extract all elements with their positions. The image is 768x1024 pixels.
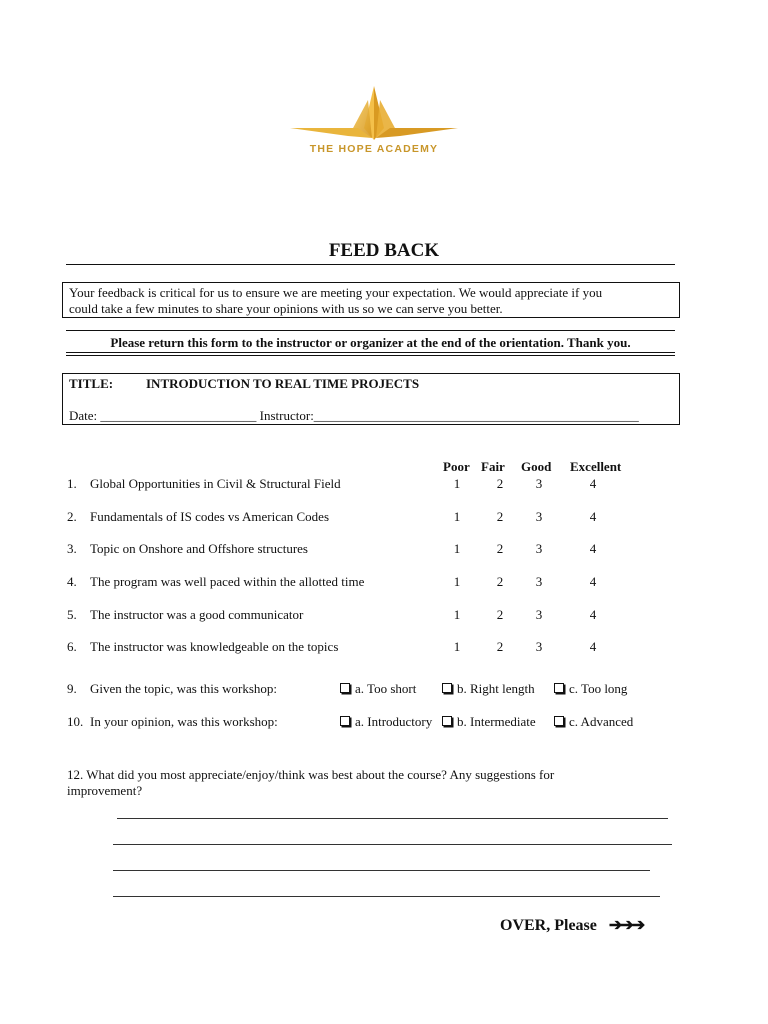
open-question	[67, 767, 667, 799]
rating-option[interactable]: 3	[535, 607, 543, 622]
title-label: TITLE:	[69, 376, 114, 391]
option-too-short[interactable]	[340, 681, 416, 697]
rating-option[interactable]: 2	[496, 574, 504, 589]
option-label: c. Advanced	[569, 714, 634, 729]
rating-option[interactable]: 1	[453, 574, 461, 589]
question-6-number: 6.	[67, 639, 77, 654]
question-10-text: In your opinion, was this workshop:	[90, 714, 278, 729]
option-introductory[interactable]	[340, 714, 432, 730]
option-too-long[interactable]	[554, 681, 627, 697]
rating-option[interactable]: 3	[535, 639, 543, 654]
rating-option[interactable]: 1	[453, 476, 461, 491]
question-1-text: Global Opportunities in Civil & Structural Field	[90, 476, 341, 491]
option-label: a. Too short	[355, 681, 417, 696]
question-1-number: 1.	[67, 476, 77, 491]
rating-option[interactable]: 4	[589, 509, 597, 524]
option-right-length[interactable]	[442, 681, 535, 697]
question-9-number: 9.	[67, 681, 77, 696]
rating-option[interactable]: 3	[535, 541, 543, 556]
checkbox-icon[interactable]	[340, 716, 350, 726]
answer-line[interactable]	[113, 896, 660, 897]
answer-line[interactable]	[117, 818, 668, 819]
intro-line-2: could take a few minutes to share your opinions with us so we can serve you better.	[69, 301, 503, 316]
question-3-number: 3.	[67, 541, 77, 556]
over-text: OVER, Please	[500, 917, 597, 934]
option-intermediate[interactable]	[442, 714, 536, 730]
course-info-box	[62, 373, 680, 425]
checkbox-icon[interactable]	[554, 683, 564, 693]
rating-header-fair: Fair	[481, 459, 505, 474]
intro-box	[62, 282, 680, 318]
question-3-text: Topic on Onshore and Offshore structures	[90, 541, 308, 556]
open-question-line-1: 12. What did you most appreciate/enjoy/think was best about the course? Any suggestions for	[67, 767, 555, 782]
rating-option[interactable]: 4	[589, 607, 597, 622]
rating-option[interactable]: 3	[535, 509, 543, 524]
question-5-text: The instructor was a good communicator	[90, 607, 304, 622]
rating-header-good: Good	[521, 459, 552, 474]
option-advanced[interactable]	[554, 714, 633, 730]
option-label: b. Right length	[457, 681, 535, 696]
rating-option[interactable]: 2	[496, 639, 504, 654]
intro-line-1: Your feedback is critical for us to ensure we are meeting your expectation. We would appreciate if you	[69, 285, 603, 300]
question-9-text: Given the topic, was this workshop:	[90, 681, 278, 696]
title-rule	[66, 264, 675, 265]
note-rule-bottom-2	[66, 355, 675, 356]
rating-option[interactable]: 1	[453, 607, 461, 622]
course-title: INTRODUCTION TO REAL TIME PROJECTS	[146, 376, 420, 391]
answer-line[interactable]	[113, 870, 650, 871]
rating-option[interactable]: 3	[535, 574, 543, 589]
note-rule-top	[66, 330, 675, 331]
option-label: b. Intermediate	[457, 714, 536, 729]
arrow-right-icon: ➔➔➔	[608, 917, 644, 934]
checkbox-icon[interactable]	[554, 716, 564, 726]
note-rule-bottom-1	[66, 352, 675, 353]
question-2-text: Fundamentals of IS codes vs American Codes	[90, 509, 330, 524]
rating-option[interactable]: 1	[453, 509, 461, 524]
page-title: FEED BACK	[328, 240, 440, 261]
question-10-number: 10.	[67, 714, 84, 729]
rating-option[interactable]: 1	[453, 541, 461, 556]
checkbox-icon[interactable]	[442, 683, 452, 693]
checkbox-icon[interactable]	[442, 716, 452, 726]
rating-header-poor: Poor	[443, 459, 470, 474]
rating-option[interactable]: 4	[589, 639, 597, 654]
question-5-number: 5.	[67, 607, 77, 622]
rating-option[interactable]: 4	[589, 574, 597, 589]
rating-option[interactable]: 3	[535, 476, 543, 491]
question-2-number: 2.	[67, 509, 77, 524]
rating-option[interactable]: 2	[496, 476, 504, 491]
logo-wordmark: THE HOPE ACADEMY	[309, 143, 439, 155]
date-instructor-line[interactable]: Date: ________________________ Instructor:__________________________________________________	[69, 408, 639, 423]
rating-header-excellent: Excellent	[570, 459, 622, 474]
rating-option[interactable]: 4	[589, 476, 597, 491]
return-note: Please return this form to the instructor or organizer at the end of the orientation. Thank you.	[110, 335, 631, 350]
rating-option[interactable]: 4	[589, 541, 597, 556]
open-question-line-2: improvement?	[67, 783, 143, 798]
question-6-text: The instructor was knowledgeable on the topics	[90, 639, 339, 654]
rating-option[interactable]: 1	[453, 639, 461, 654]
question-4-number: 4.	[67, 574, 77, 589]
option-label: c. Too long	[569, 681, 628, 696]
rating-option[interactable]: 2	[496, 541, 504, 556]
checkbox-icon[interactable]	[340, 683, 350, 693]
over-please-note	[500, 915, 643, 935]
answer-line[interactable]	[113, 844, 672, 845]
rating-option[interactable]: 2	[496, 509, 504, 524]
question-4-text: The program was well paced within the allotted time	[90, 574, 365, 589]
rating-option[interactable]: 2	[496, 607, 504, 622]
option-label: a. Introductory	[355, 714, 433, 729]
